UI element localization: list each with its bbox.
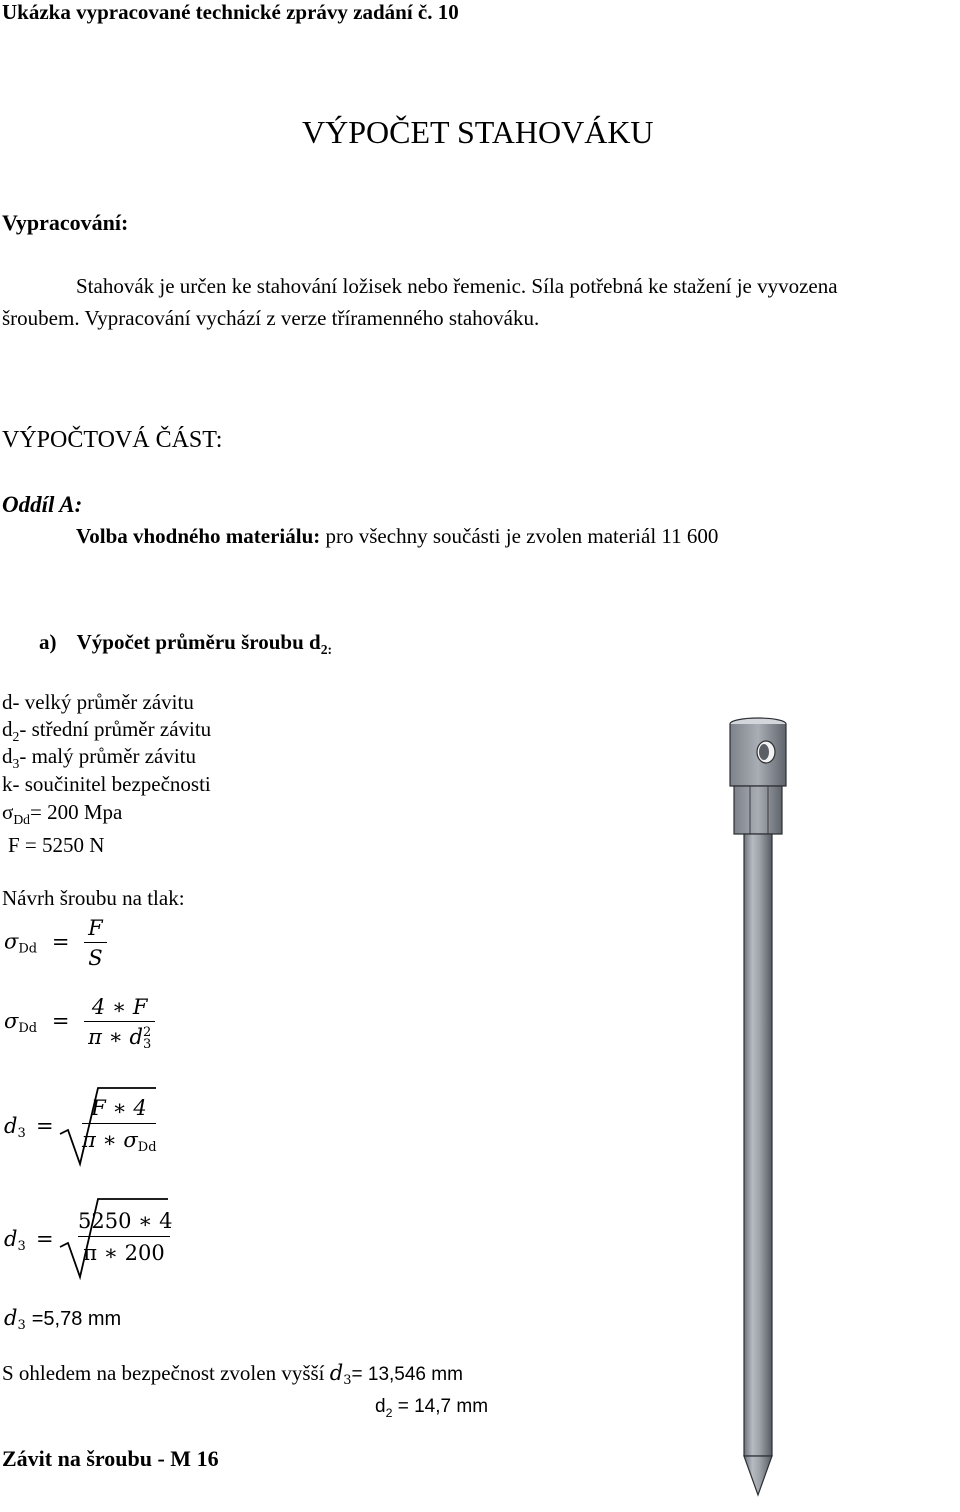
intro-line-2: šroubem. Vypracování vychází z verze tříramenného stahováku. [2,306,540,330]
definition-d: d- velký průměr závitu [2,690,194,714]
fraction-f-over-s: $\frac{F}{S}$ [84,916,107,970]
page-title: VÝPOČET STAHOVÁKU [302,114,654,150]
section-a-label: Oddíl A: [2,492,83,517]
subsection-title: Výpočet průměru šroubu d [76,630,321,654]
document-header: Ukázka vypracované technické zprávy zadání č. 10 [2,0,459,24]
definition-d3: $d_3-$ malý průměr závitu [2,744,197,772]
subsection-title-sub: 2: [320,642,333,658]
subsection-marker: a) [39,630,57,654]
subsection-heading [39,630,332,658]
design-heading: Návrh šroubu na tlak: [2,886,185,910]
definition-force: F = 5250 N [8,833,105,857]
result-d3: d3 =5,78 mm [4,1306,122,1333]
definition-d2: $d_2-$ střední průměr závitu [2,717,212,745]
fraction-4f-over-pid3: 4 ∗ F π ∗ d 2 3 [84,995,155,1050]
vypracovani-label: Vypracování: [2,210,129,235]
formula-d3-general: d3 = F ∗ 4 π ∗ σDd [4,1086,174,1166]
formula-stress: σDd = $\frac{F}{S}$ [4,916,107,970]
safety-line: S ohledem na bezpečnost zvolen vyšší d3= 13,546 mm [2,1361,463,1388]
material-label: Volba vhodného materiálu: [76,524,321,548]
screw-illustration [700,700,820,1512]
material-text: pro všechny součásti je zvolen materiál 11 600 [320,524,719,548]
definition-k: k- součinitel bezpečnosti [2,772,211,796]
safety-d2: $d_2 = 14,7$ mm [375,1396,489,1420]
material-line [76,524,718,549]
formula-d3-numeric: d3 = 5250 ∗ 4 π ∗ 200 [4,1197,184,1281]
intro-line-1: Stahovák je určen ke stahování ložisek nebo řemenic. Síla potřebná ke stažení je vyvozena [76,274,838,298]
definition-sigma: $\sigma_{Dd}= 200$ Mpa [2,800,123,828]
formula-stress-expanded: σDd = 4 ∗ F π ∗ d 2 3 [4,995,155,1050]
thread-spec: Závit na šroubu - M 16 [2,1446,219,1471]
calc-heading: VÝPOČTOVÁ ČÁST: [2,427,223,453]
